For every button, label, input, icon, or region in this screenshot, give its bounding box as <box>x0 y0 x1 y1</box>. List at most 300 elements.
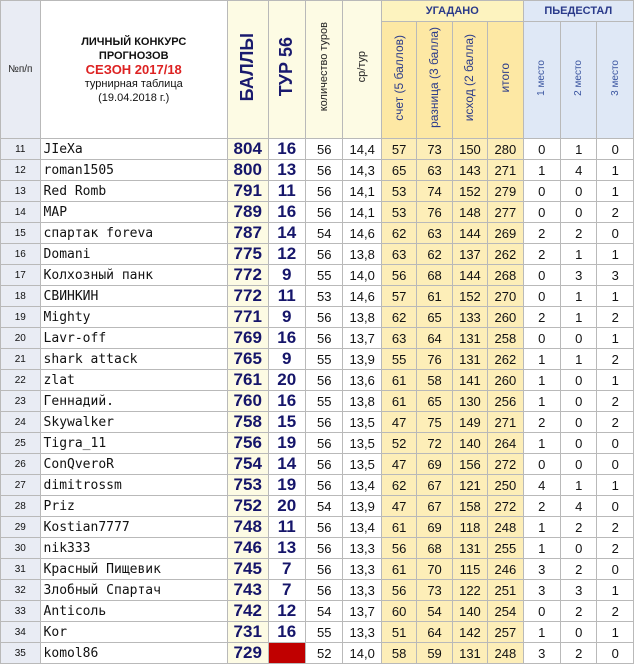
avg-cell: 13,3 <box>343 580 382 601</box>
diff-guessed-cell: 64 <box>417 622 452 643</box>
points-cell: 804 <box>227 139 268 160</box>
tours-count-cell: 55 <box>305 265 342 286</box>
place3-cell: 2 <box>597 601 634 622</box>
place3-cell: 1 <box>597 181 634 202</box>
tours-count-cell: 56 <box>305 580 342 601</box>
player-name: Anticoль <box>40 601 227 622</box>
diff-guessed-cell: 75 <box>417 412 452 433</box>
avg-cell: 13,5 <box>343 433 382 454</box>
tour-points-cell: 13 <box>268 160 305 181</box>
tour-points-cell: 20 <box>268 496 305 517</box>
row-number: 35 <box>1 643 41 664</box>
table-row <box>1 370 634 391</box>
place1-cell: 4 <box>523 475 560 496</box>
avg-cell: 13,4 <box>343 517 382 538</box>
row-number: 20 <box>1 328 41 349</box>
place3-cell: 1 <box>597 370 634 391</box>
points-cell: 772 <box>227 265 268 286</box>
row-number: 32 <box>1 580 41 601</box>
tour-points-cell: 12 <box>268 244 305 265</box>
total-guessed-cell: 280 <box>488 139 523 160</box>
outcome-guessed-cell: 131 <box>452 643 487 664</box>
diff-guessed-cell: 54 <box>417 601 452 622</box>
avg-cell: 13,5 <box>343 454 382 475</box>
table-row <box>1 160 634 181</box>
outcome-guessed-cell: 131 <box>452 538 487 559</box>
player-name: roman1505 <box>40 160 227 181</box>
total-guessed-cell: 279 <box>488 181 523 202</box>
total-guessed-cell: 264 <box>488 433 523 454</box>
table-row <box>1 391 634 412</box>
diff-guessed-cell: 68 <box>417 538 452 559</box>
row-number: 19 <box>1 307 41 328</box>
player-name: Lavr-off <box>40 328 227 349</box>
diff-guessed-cell: 72 <box>417 433 452 454</box>
row-number: 15 <box>1 223 41 244</box>
avg-cell: 14,3 <box>343 160 382 181</box>
table-row <box>1 307 634 328</box>
header-avg: ср/тур <box>343 1 382 139</box>
place1-cell: 0 <box>523 601 560 622</box>
points-cell: 753 <box>227 475 268 496</box>
score-guessed-cell: 57 <box>381 286 416 307</box>
tours-count-cell: 56 <box>305 244 342 265</box>
tour-points-cell: 16 <box>268 622 305 643</box>
score-guessed-cell: 62 <box>381 223 416 244</box>
table-row <box>1 181 634 202</box>
avg-cell: 14,0 <box>343 643 382 664</box>
score-guessed-cell: 65 <box>381 160 416 181</box>
diff-guessed-cell: 59 <box>417 643 452 664</box>
tour-points-cell: 7 <box>268 559 305 580</box>
tour-points-cell: 16 <box>268 328 305 349</box>
tours-count-cell: 54 <box>305 496 342 517</box>
place1-cell: 1 <box>523 433 560 454</box>
diff-guessed-cell: 58 <box>417 370 452 391</box>
row-number: 12 <box>1 160 41 181</box>
outcome-guessed-cell: 141 <box>452 370 487 391</box>
place2-cell: 0 <box>561 391 597 412</box>
score-guessed-cell: 63 <box>381 328 416 349</box>
place2-cell: 1 <box>561 307 597 328</box>
score-guessed-cell: 57 <box>381 139 416 160</box>
points-cell: 745 <box>227 559 268 580</box>
table-row <box>1 643 634 664</box>
points-cell: 765 <box>227 349 268 370</box>
header-place2: 2 место <box>561 22 597 139</box>
tours-count-cell: 55 <box>305 349 342 370</box>
total-guessed-cell: 262 <box>488 349 523 370</box>
tour-points-cell: 16 <box>268 139 305 160</box>
player-name: komol86 <box>40 643 227 664</box>
tours-count-cell: 56 <box>305 559 342 580</box>
player-name: Злобный Спартач <box>40 580 227 601</box>
total-guessed-cell: 248 <box>488 643 523 664</box>
total-guessed-cell: 250 <box>488 475 523 496</box>
points-cell: 800 <box>227 160 268 181</box>
place2-cell: 0 <box>561 538 597 559</box>
total-guessed-cell: 251 <box>488 580 523 601</box>
place3-cell: 0 <box>597 643 634 664</box>
points-cell: 771 <box>227 307 268 328</box>
place1-cell: 0 <box>523 286 560 307</box>
diff-guessed-cell: 61 <box>417 286 452 307</box>
outcome-guessed-cell: 121 <box>452 475 487 496</box>
outcome-guessed-cell: 118 <box>452 517 487 538</box>
place3-cell: 0 <box>597 433 634 454</box>
total-guessed-cell: 258 <box>488 328 523 349</box>
total-guessed-cell: 260 <box>488 307 523 328</box>
table-row <box>1 412 634 433</box>
tour-points-cell: 11 <box>268 286 305 307</box>
player-name: Kostian7777 <box>40 517 227 538</box>
place1-cell: 0 <box>523 328 560 349</box>
player-name: JIeXa <box>40 139 227 160</box>
header-score: счет (5 баллов) <box>381 22 416 139</box>
tour-points-cell: 11 <box>268 517 305 538</box>
score-guessed-cell: 47 <box>381 412 416 433</box>
tours-count-cell: 56 <box>305 181 342 202</box>
place2-cell: 1 <box>561 139 597 160</box>
outcome-guessed-cell: 140 <box>452 601 487 622</box>
row-number: 16 <box>1 244 41 265</box>
place1-cell: 1 <box>523 349 560 370</box>
diff-guessed-cell: 63 <box>417 223 452 244</box>
table-row <box>1 454 634 475</box>
tour-points-cell: 12 <box>268 601 305 622</box>
diff-guessed-cell: 62 <box>417 244 452 265</box>
place3-cell: 1 <box>597 160 634 181</box>
table-row <box>1 139 634 160</box>
total-guessed-cell: 271 <box>488 412 523 433</box>
table-row <box>1 496 634 517</box>
row-number: 23 <box>1 391 41 412</box>
row-number: 21 <box>1 349 41 370</box>
place2-cell: 0 <box>561 202 597 223</box>
avg-cell: 13,8 <box>343 391 382 412</box>
place1-cell: 1 <box>523 622 560 643</box>
place1-cell: 0 <box>523 181 560 202</box>
place3-cell: 0 <box>597 139 634 160</box>
place3-cell: 1 <box>597 286 634 307</box>
points-cell: 742 <box>227 601 268 622</box>
place1-cell: 2 <box>523 244 560 265</box>
tours-count-cell: 56 <box>305 412 342 433</box>
row-number: 17 <box>1 265 41 286</box>
row-number: 28 <box>1 496 41 517</box>
table-row <box>1 475 634 496</box>
avg-cell: 14,4 <box>343 139 382 160</box>
total-guessed-cell: 271 <box>488 160 523 181</box>
score-guessed-cell: 61 <box>381 517 416 538</box>
tour-points-cell: 9 <box>268 307 305 328</box>
header-tour: ТУР 56 <box>268 1 305 139</box>
avg-cell: 13,3 <box>343 538 382 559</box>
place3-cell: 2 <box>597 391 634 412</box>
header-place3: 3 место <box>597 22 634 139</box>
row-number: 24 <box>1 412 41 433</box>
points-cell: 791 <box>227 181 268 202</box>
score-guessed-cell: 62 <box>381 475 416 496</box>
row-number: 25 <box>1 433 41 454</box>
place2-cell: 2 <box>561 643 597 664</box>
player-name: nik333 <box>40 538 227 559</box>
season-label: СЕЗОН 2017/18 <box>85 61 182 77</box>
player-name: Red Romb <box>40 181 227 202</box>
place3-cell: 1 <box>597 580 634 601</box>
score-guessed-cell: 56 <box>381 265 416 286</box>
total-guessed-cell: 272 <box>488 454 523 475</box>
player-name: MAP <box>40 202 227 223</box>
table-row <box>1 202 634 223</box>
score-guessed-cell: 53 <box>381 181 416 202</box>
row-number: 33 <box>1 601 41 622</box>
row-number: 34 <box>1 622 41 643</box>
player-name: Геннадий. <box>40 391 227 412</box>
player-name: Колхозный панк <box>40 265 227 286</box>
diff-guessed-cell: 68 <box>417 265 452 286</box>
row-number: 22 <box>1 370 41 391</box>
player-name: shark attack <box>40 349 227 370</box>
points-cell: 746 <box>227 538 268 559</box>
table-row <box>1 286 634 307</box>
player-name: Mighty <box>40 307 227 328</box>
place2-cell: 0 <box>561 433 597 454</box>
outcome-guessed-cell: 158 <box>452 496 487 517</box>
place2-cell: 0 <box>561 622 597 643</box>
row-number: 18 <box>1 286 41 307</box>
table-row <box>1 433 634 454</box>
place1-cell: 1 <box>523 160 560 181</box>
place1-cell: 2 <box>523 307 560 328</box>
place1-cell: 2 <box>523 412 560 433</box>
score-guessed-cell: 53 <box>381 202 416 223</box>
total-guessed-cell: 257 <box>488 622 523 643</box>
avg-cell: 14,6 <box>343 286 382 307</box>
diff-guessed-cell: 73 <box>417 139 452 160</box>
player-name: Kor <box>40 622 227 643</box>
row-number: 13 <box>1 181 41 202</box>
place1-cell: 0 <box>523 454 560 475</box>
outcome-guessed-cell: 122 <box>452 580 487 601</box>
header-num: №п/п <box>1 1 41 139</box>
place2-cell: 3 <box>561 580 597 601</box>
place3-cell: 2 <box>597 349 634 370</box>
player-name: Skywalker <box>40 412 227 433</box>
avg-cell: 13,9 <box>343 496 382 517</box>
outcome-guessed-cell: 131 <box>452 349 487 370</box>
outcome-guessed-cell: 149 <box>452 412 487 433</box>
score-guessed-cell: 56 <box>381 580 416 601</box>
total-guessed-cell: 256 <box>488 391 523 412</box>
row-number: 27 <box>1 475 41 496</box>
header-points: БАЛЛЫ <box>227 1 268 139</box>
place1-cell: 1 <box>523 370 560 391</box>
table-row <box>1 517 634 538</box>
avg-cell: 13,3 <box>343 622 382 643</box>
score-guessed-cell: 47 <box>381 496 416 517</box>
outcome-guessed-cell: 142 <box>452 622 487 643</box>
tour-points-cell: 9 <box>268 349 305 370</box>
points-cell: 729 <box>227 643 268 664</box>
place1-cell: 3 <box>523 643 560 664</box>
tours-count-cell: 54 <box>305 223 342 244</box>
tour-points-cell: 7 <box>268 580 305 601</box>
place2-cell: 1 <box>561 349 597 370</box>
place2-cell: 4 <box>561 496 597 517</box>
total-guessed-cell: 269 <box>488 223 523 244</box>
header-diff: разница (3 балла) <box>417 22 452 139</box>
diff-guessed-cell: 69 <box>417 517 452 538</box>
diff-guessed-cell: 73 <box>417 580 452 601</box>
total-guessed-cell: 254 <box>488 601 523 622</box>
tours-count-cell: 53 <box>305 286 342 307</box>
avg-cell: 13,4 <box>343 475 382 496</box>
points-cell: 761 <box>227 370 268 391</box>
total-guessed-cell: 272 <box>488 496 523 517</box>
place3-cell: 1 <box>597 475 634 496</box>
tours-count-cell: 56 <box>305 139 342 160</box>
outcome-guessed-cell: 131 <box>452 328 487 349</box>
avg-cell: 13,8 <box>343 307 382 328</box>
diff-guessed-cell: 74 <box>417 181 452 202</box>
tour-points-cell: 14 <box>268 223 305 244</box>
avg-cell: 13,7 <box>343 328 382 349</box>
place3-cell: 2 <box>597 538 634 559</box>
score-guessed-cell: 58 <box>381 643 416 664</box>
place2-cell: 0 <box>561 181 597 202</box>
avg-cell: 13,7 <box>343 601 382 622</box>
outcome-guessed-cell: 152 <box>452 181 487 202</box>
avg-cell: 13,6 <box>343 370 382 391</box>
total-guessed-cell: 255 <box>488 538 523 559</box>
diff-guessed-cell: 70 <box>417 559 452 580</box>
player-name: ConQveroR <box>40 454 227 475</box>
avg-cell: 14,6 <box>343 223 382 244</box>
avg-cell: 13,5 <box>343 412 382 433</box>
table-row <box>1 601 634 622</box>
diff-guessed-cell: 65 <box>417 391 452 412</box>
header-tours-count: количество туров <box>305 1 342 139</box>
tour-points-cell: 16 <box>268 202 305 223</box>
total-guessed-cell: 277 <box>488 202 523 223</box>
tour-points-cell: 9 <box>268 265 305 286</box>
row-number: 14 <box>1 202 41 223</box>
avg-cell: 13,9 <box>343 349 382 370</box>
row-number: 29 <box>1 517 41 538</box>
score-guessed-cell: 61 <box>381 559 416 580</box>
place2-cell: 1 <box>561 244 597 265</box>
row-number: 31 <box>1 559 41 580</box>
row-number: 26 <box>1 454 41 475</box>
outcome-guessed-cell: 137 <box>452 244 487 265</box>
points-cell: 758 <box>227 412 268 433</box>
tours-count-cell: 56 <box>305 475 342 496</box>
avg-cell: 13,8 <box>343 244 382 265</box>
table-row <box>1 538 634 559</box>
diff-guessed-cell: 76 <box>417 349 452 370</box>
place1-cell: 1 <box>523 391 560 412</box>
diff-guessed-cell: 76 <box>417 202 452 223</box>
score-guessed-cell: 55 <box>381 349 416 370</box>
place1-cell: 2 <box>523 223 560 244</box>
place2-cell: 2 <box>561 517 597 538</box>
table-row <box>1 223 634 244</box>
total-guessed-cell: 268 <box>488 265 523 286</box>
tours-count-cell: 56 <box>305 328 342 349</box>
place3-cell: 0 <box>597 454 634 475</box>
player-name: спартак foreva <box>40 223 227 244</box>
score-guessed-cell: 61 <box>381 370 416 391</box>
outcome-guessed-cell: 130 <box>452 391 487 412</box>
total-guessed-cell: 248 <box>488 517 523 538</box>
table-row <box>1 559 634 580</box>
diff-guessed-cell: 67 <box>417 475 452 496</box>
score-guessed-cell: 60 <box>381 601 416 622</box>
score-guessed-cell: 52 <box>381 433 416 454</box>
tours-count-cell: 56 <box>305 517 342 538</box>
diff-guessed-cell: 63 <box>417 160 452 181</box>
points-cell: 769 <box>227 328 268 349</box>
place3-cell: 1 <box>597 328 634 349</box>
place2-cell: 2 <box>561 601 597 622</box>
player-name: Domani <box>40 244 227 265</box>
header-place1: 1 место <box>523 22 560 139</box>
place2-cell: 0 <box>561 412 597 433</box>
diff-guessed-cell: 69 <box>417 454 452 475</box>
header-guessed: УГАДАНО <box>381 1 523 22</box>
place3-cell: 3 <box>597 265 634 286</box>
table-row <box>1 328 634 349</box>
place3-cell: 2 <box>597 517 634 538</box>
outcome-guessed-cell: 140 <box>452 433 487 454</box>
score-guessed-cell: 61 <box>381 391 416 412</box>
row-number: 11 <box>1 139 41 160</box>
tour-points-cell: 13 <box>268 538 305 559</box>
score-guessed-cell: 51 <box>381 622 416 643</box>
tour-points-cell: 14 <box>268 454 305 475</box>
place3-cell: 0 <box>597 496 634 517</box>
player-name: СВИНКИН <box>40 286 227 307</box>
header-outcome: исход (2 балла) <box>452 22 487 139</box>
tour-points-cell: 16 <box>268 391 305 412</box>
outcome-guessed-cell: 150 <box>452 139 487 160</box>
diff-guessed-cell: 64 <box>417 328 452 349</box>
tour-points-cell: 19 <box>268 475 305 496</box>
tours-count-cell: 56 <box>305 454 342 475</box>
points-cell: 775 <box>227 244 268 265</box>
place2-cell: 0 <box>561 370 597 391</box>
place3-cell: 2 <box>597 307 634 328</box>
place3-cell: 0 <box>597 223 634 244</box>
place1-cell: 0 <box>523 139 560 160</box>
player-name: Красный Пищевик <box>40 559 227 580</box>
header-total: итого <box>488 22 523 139</box>
place2-cell: 2 <box>561 223 597 244</box>
outcome-guessed-cell: 148 <box>452 202 487 223</box>
tours-count-cell: 56 <box>305 307 342 328</box>
outcome-guessed-cell: 144 <box>452 223 487 244</box>
total-guessed-cell: 260 <box>488 370 523 391</box>
tour-points-cell: 20 <box>268 370 305 391</box>
place1-cell: 0 <box>523 265 560 286</box>
place3-cell: 1 <box>597 622 634 643</box>
outcome-guessed-cell: 152 <box>452 286 487 307</box>
table-row <box>1 580 634 601</box>
header-title: ЛИЧНЫЙ КОНКУРС ПРОГНОЗОВ СЕЗОН 2017/18 турнирная таблица (19.04.2018 г.) <box>40 1 227 139</box>
place3-cell: 1 <box>597 244 634 265</box>
outcome-guessed-cell: 156 <box>452 454 487 475</box>
